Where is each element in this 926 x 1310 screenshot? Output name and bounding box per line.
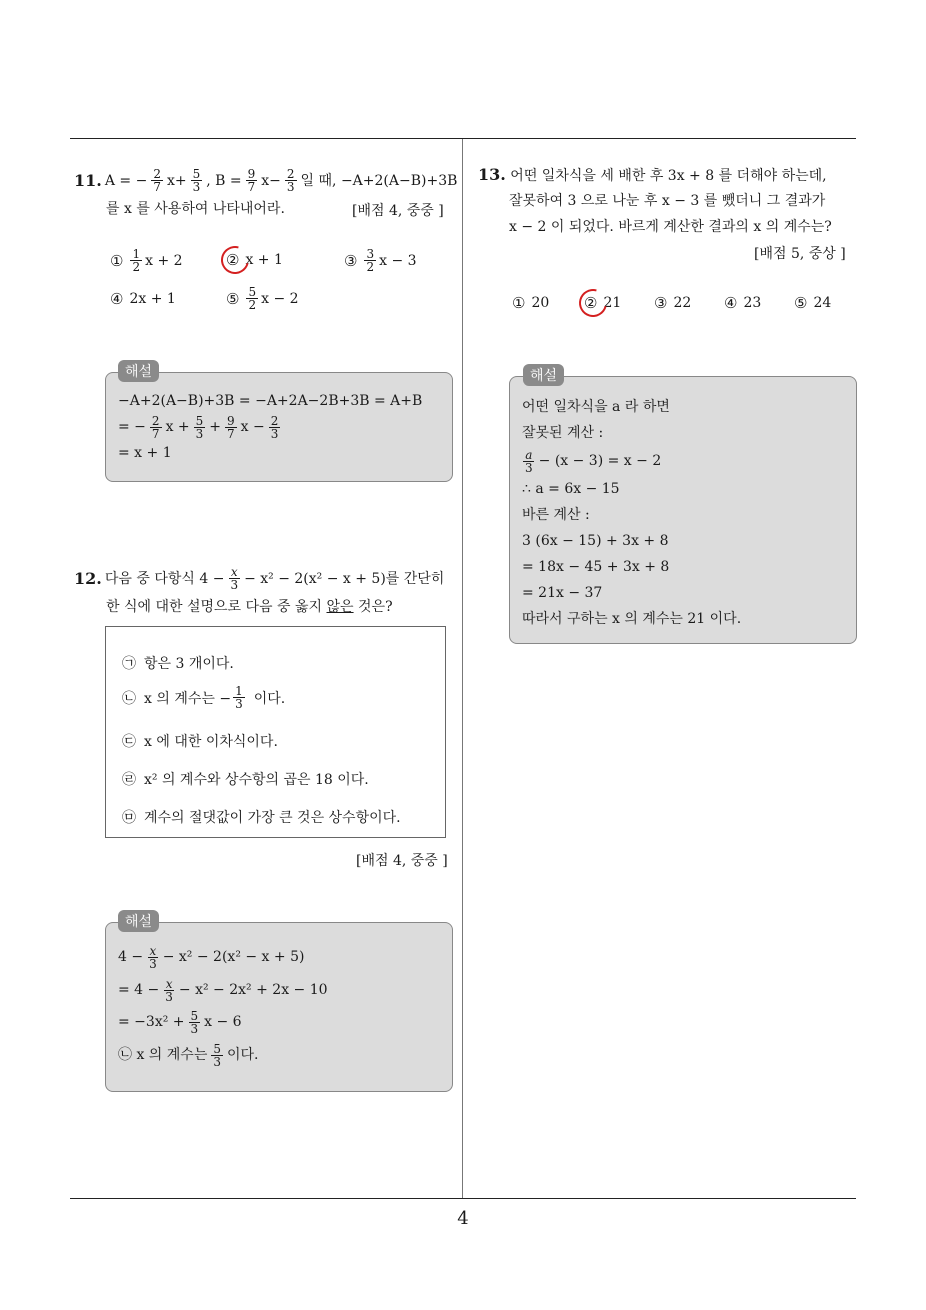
q11-solution-body <box>118 388 422 466</box>
q12-condition-2: ㉡ x 의 계수는 − $\frac{1}{3}$ 이다. <box>122 684 286 711</box>
q13-number: 13. <box>478 165 506 184</box>
q13-sol-line7: = 18x − 45 + 3x + 8 <box>522 559 670 575</box>
q12-solution-tag: 해설 <box>118 910 159 932</box>
answer-circle-mark: ② <box>584 294 598 312</box>
q11-frac4: $\frac{2}{3}$ <box>286 167 295 194</box>
q12-condition-1: ㉠ 항은 3 개이다. <box>122 656 234 672</box>
q11-text: A = − <box>104 172 148 189</box>
q12-number: 12. <box>74 568 102 588</box>
q11-text: 일 때, −A+2(A−B)+3B <box>300 172 458 189</box>
q11-stem-line1 <box>74 168 457 193</box>
q12-sol-line2: = 4 − $\frac{x}{3}$ − x² − 2x² + 2x − 10 <box>118 976 328 1004</box>
q12-condition-5: ㉤ 계수의 절댓값이 가장 큰 것은 상수항이다. <box>122 810 401 826</box>
q12-score: [배점 4, 중중 ] <box>356 853 448 869</box>
q11-frac3: $\frac{9}{7}$ <box>247 167 256 194</box>
q12-stem-line1: 12. 다음 중 다항식 4 − $\frac{x}{3}$ − x² − 2(x² − x + 5)를 간단히 <box>74 565 445 592</box>
column-divider <box>462 139 463 1198</box>
page-number: 4 <box>457 1208 469 1229</box>
q13-stem-line3: x − 2 이 되었다. 바르게 계산한 결과의 x 의 계수는? <box>509 219 832 235</box>
q13-sol-line1: 어떤 일차식을 a 라 하면 <box>522 399 670 415</box>
top-rule <box>70 138 856 139</box>
bottom-rule <box>70 1198 856 1199</box>
q12-sol-line1: 4 − $\frac{x}{3}$ − x² − 2(x² − x + 5) <box>118 943 305 971</box>
q12-condition-4: ㉣ x² 의 계수와 상수항의 곱은 18 이다. <box>122 772 369 788</box>
q11-frac2: $\frac{5}{3}$ <box>192 167 201 194</box>
q13-sol-line2: 잘못된 계산 : <box>522 425 604 441</box>
answer-circle-mark: ② <box>226 251 240 269</box>
q12-condition-box <box>105 626 446 838</box>
q12-condition-3: ㉢ x 에 대한 이차식이다. <box>122 734 278 750</box>
q13-sol-line5: 바른 계산 : <box>522 507 590 523</box>
q11-sol-line1: −A+2(A−B)+3B = −A+2A−2B+3B = A+B <box>118 393 423 409</box>
q11-choice-5[interactable]: ⑤ $\frac{5}{2}$ x − 2 <box>226 285 299 312</box>
q11-solution-tag: 해설 <box>118 360 159 382</box>
q11-sol-line3: = x + 1 <box>118 445 172 461</box>
q11-stem-line2: 를 x 를 사용하여 나타내어라. <box>106 201 285 217</box>
q11-choice-4[interactable]: ④ 2x + 1 <box>110 290 176 308</box>
q13-stem-line1: 13. 어떤 일차식을 세 배한 후 3x + 8 를 더해야 하는데, <box>478 165 827 184</box>
q11-sol-line2: = − $\frac{2}{7}$ x + $\frac{5}{3}$ + $\frac{9}{7}$ x − $\frac{2}{3}$ <box>118 413 279 441</box>
q12-solution-body <box>118 940 328 1072</box>
q12-sol-line4: ㉡ x 의 계수는 $\frac{5}{3}$ 이다. <box>118 1041 259 1069</box>
q11-choice-2-selected[interactable]: ② x + 1 <box>226 251 283 269</box>
q13-solution-tag: 해설 <box>523 364 564 386</box>
q13-solution-body <box>522 394 741 632</box>
q13-sol-line3: $\frac{a}{3}$ − (x − 3) = x − 2 <box>525 447 662 475</box>
q12-stem-line2: 한 식에 대한 설명으로 다음 중 옳지 않은 것은? <box>106 599 393 615</box>
q13-sol-line6: 3 (6x − 15) + 3x + 8 <box>522 533 669 549</box>
q11-text: x− <box>261 172 281 189</box>
q13-choice-4[interactable]: ④ 23 <box>724 294 762 312</box>
q13-choice-3[interactable]: ③ 22 <box>654 294 692 312</box>
q11-frac1: $\frac{2}{7}$ <box>153 167 161 194</box>
q11-choice-1[interactable]: ① $\frac{1}{2}$ x + 2 <box>110 247 183 274</box>
q11-number: 11. <box>74 170 102 190</box>
q13-sol-line8: = 21x − 37 <box>522 585 603 601</box>
q13-sol-line9: 따라서 구하는 x 의 계수는 21 이다. <box>522 611 742 627</box>
q13-stem-line2: 잘못하여 3 으로 나눈 후 x − 3 를 뺐더니 그 결과가 <box>509 193 826 209</box>
q12-sol-line3: = −3x² + $\frac{5}{3}$ x − 6 <box>118 1008 242 1036</box>
q11-text: , B = <box>206 172 242 189</box>
q13-sol-line4: ∴ a = 6x − 15 <box>522 481 620 497</box>
q11-score: [배점 4, 중중 ] <box>352 203 444 219</box>
q13-score: [배점 5, 중상 ] <box>754 246 846 262</box>
q13-choice-5[interactable]: ⑤ 24 <box>794 294 832 312</box>
q13-choice-2-selected[interactable]: ② 21 <box>584 294 622 312</box>
q13-choice-1[interactable]: ① 20 <box>512 294 550 312</box>
q11-choice-3[interactable]: ③ $\frac{3}{2}$ x − 3 <box>344 247 417 274</box>
q11-text: x+ <box>166 172 187 189</box>
